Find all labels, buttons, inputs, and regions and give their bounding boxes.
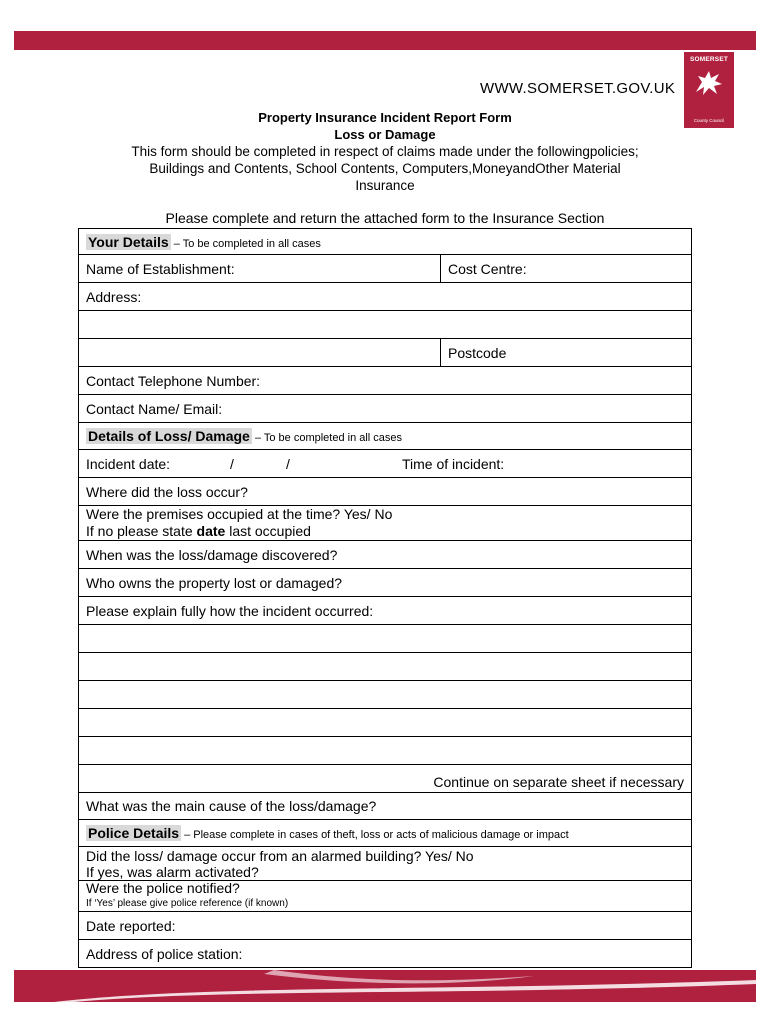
form-title: Property Insurance Incident Report Form [258, 110, 512, 125]
loss-location-row [79, 478, 692, 506]
address-line-3-row [79, 339, 692, 367]
form-subtitle: Loss or Damage [334, 127, 436, 142]
incident-date-label: Incident date: [86, 455, 171, 472]
continue-row [79, 765, 692, 793]
continue-note: Continue on separate sheet if necessary [433, 774, 684, 790]
loss-details-heading: Details of Loss/ Damage [88, 428, 250, 444]
loss-location-label: Where did the loss occur? [86, 483, 248, 500]
loss-details-note: – To be completed in all cases [251, 432, 403, 444]
establishment-label: Name of Establishment: [86, 260, 235, 277]
owner-field[interactable] [79, 569, 692, 597]
name-email-row [79, 395, 692, 423]
cause-label: What was the main cause of the loss/damage? [86, 798, 377, 814]
address-line-2-field[interactable] [79, 311, 692, 339]
incident-date-row [79, 450, 692, 478]
address-row [79, 283, 692, 311]
address-line-3-field[interactable] [79, 339, 441, 367]
police-notified-row [79, 881, 692, 912]
postcode-label: Postcode [448, 344, 507, 361]
explain-line-row [79, 681, 692, 709]
cost-centre-field[interactable] [441, 255, 692, 283]
discovered-label: When was the loss/damage discovered? [86, 546, 338, 563]
premises-occupied-row [79, 506, 692, 541]
explain-field[interactable] [79, 597, 692, 625]
alarm-activated-label: If yes, was alarm activated? [86, 863, 259, 880]
explain-line-1[interactable] [79, 625, 692, 653]
explain-line-row [79, 709, 692, 737]
date-separator-2: / [286, 456, 290, 472]
premises-occupied-field[interactable] [79, 506, 692, 541]
explain-line-4[interactable] [79, 709, 692, 737]
alarmed-field[interactable] [79, 847, 692, 881]
explain-row [79, 597, 692, 625]
your-details-note: – To be completed in all cases [170, 237, 321, 250]
police-reference-note: If ‘Yes’ please give police reference (if known) [86, 898, 289, 909]
incident-report-table [78, 228, 692, 968]
cost-centre-label: Cost Centre: [448, 260, 527, 277]
postcode-field[interactable] [441, 339, 692, 367]
name-email-field[interactable] [79, 395, 692, 423]
discovered-row [79, 541, 692, 569]
address-line-2-row [79, 311, 692, 339]
premises-occupied-label: Were the premises occupied at the time? Yes/ No [86, 506, 393, 522]
loss-location-field[interactable] [79, 478, 692, 506]
police-station-label: Address of police station: [86, 945, 243, 962]
telephone-field[interactable] [79, 367, 692, 395]
explain-line-6[interactable] [79, 765, 692, 793]
telephone-label: Contact Telephone Number: [86, 372, 261, 389]
police-details-header-row [79, 820, 692, 847]
address-label: Address: [86, 288, 142, 305]
date-reported-label: Date reported: [86, 917, 176, 934]
cause-row [79, 793, 692, 820]
your-details-header-row [79, 229, 692, 255]
cause-field[interactable] [79, 793, 692, 820]
alarmed-row [79, 847, 692, 881]
address-field[interactable] [79, 283, 692, 311]
top-brand-band [14, 31, 756, 50]
logo-subtext: County Council [693, 118, 725, 123]
your-details-heading: Your Details [88, 233, 169, 250]
police-details-heading: Police Details [88, 825, 180, 841]
dragon-icon [692, 68, 726, 98]
explain-label: Please explain fully how the incident occurred: [86, 602, 374, 619]
discovered-field[interactable] [79, 541, 692, 569]
loss-details-header-row [79, 423, 692, 450]
telephone-row [79, 367, 692, 395]
explain-line-2[interactable] [79, 653, 692, 681]
explain-line-row [79, 653, 692, 681]
last-occupied-note: If no please state date last occupied [86, 523, 311, 539]
explain-line-row [79, 625, 692, 653]
explain-line-5[interactable] [79, 737, 692, 765]
name-email-label: Contact Name/ Email: [86, 400, 223, 417]
intro-line-1: This form should be completed in respect of claims made under the followingpolicies; [131, 144, 639, 159]
police-notified-field[interactable] [79, 881, 692, 912]
establishment-row [79, 255, 692, 283]
police-notified-label: Were the police notified? [86, 880, 240, 896]
police-station-row [79, 940, 692, 968]
date-reported-field[interactable] [79, 912, 692, 940]
explain-line-row [79, 737, 692, 765]
return-instruction: Please complete and return the attached form to the Insurance Section [165, 210, 605, 226]
intro-line-3: Insurance [355, 178, 415, 193]
date-reported-row [79, 912, 692, 940]
establishment-field[interactable] [79, 255, 441, 283]
owner-label: Who owns the property lost or damaged? [86, 574, 343, 591]
website-address: WWW.SOMERSET.GOV.UK [480, 80, 676, 97]
explain-line-3[interactable] [79, 681, 692, 709]
intro-line-2: Buildings and Contents, School Contents, Computers,MoneyandOther Material [149, 161, 621, 176]
owner-row [79, 569, 692, 597]
bottom-brand-band [14, 970, 756, 1002]
time-of-incident-label: Time of incident: [402, 456, 505, 472]
logo-text: SOMERSET [689, 56, 729, 63]
date-separator-1: / [230, 456, 234, 472]
police-station-field[interactable] [79, 940, 692, 968]
alarmed-label: Did the loss/ damage occur from an alarmed building? Yes/ No [86, 847, 474, 864]
police-details-note: – Please complete in cases of theft, loss or acts of malicious damage or impact [181, 829, 569, 841]
incident-date-field[interactable] [79, 450, 692, 478]
